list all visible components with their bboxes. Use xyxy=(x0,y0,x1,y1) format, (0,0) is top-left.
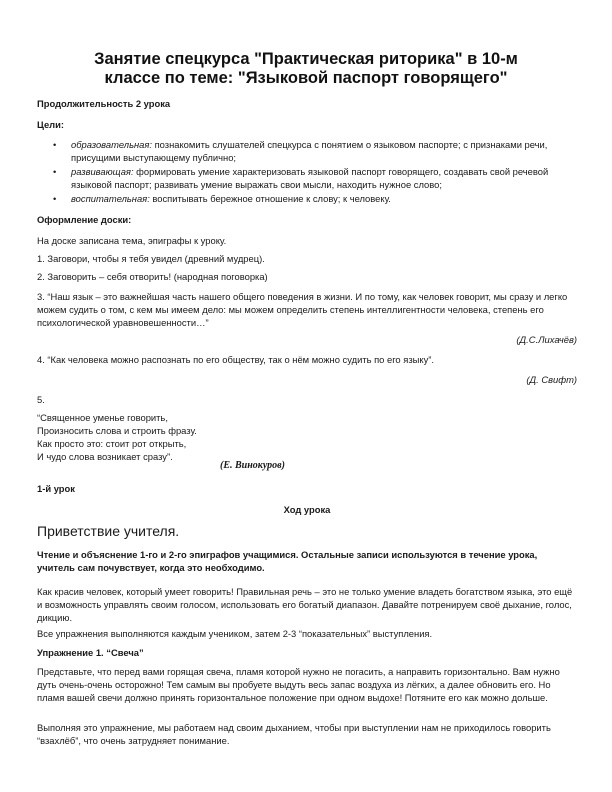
epigraph-4-author: (Д. Свифт) xyxy=(526,374,577,385)
epigraph-4: 4. “Как человека можно распознать по его обществу, так о нём можно судить по его языку”. xyxy=(37,354,434,365)
goal-text: воспитывать бережное отношение к слову; к человеку. xyxy=(149,193,391,204)
epigraph-3-author: (Д.С.Лихачёв) xyxy=(516,334,577,345)
poem-line: “Священное уменье говорить, xyxy=(37,412,168,423)
poem xyxy=(37,411,577,463)
goal-text: формировать умение характеризовать языковой паспорт говорящего, создавать свой речевой языковой паспорт; развивать умение выражать свои мысли, находить нужное слово; xyxy=(71,166,549,190)
board-heading: Оформление доски: xyxy=(37,214,132,225)
poem-author: (Е. Винокуров) xyxy=(220,460,285,471)
epigraph-5-number: 5. xyxy=(37,394,45,405)
epigraph-3: 3. “Наш язык – это важнейшая часть нашего общего поведения в жизни. И по тому, как человек говорит, мы сразу и легко можем судить о том, с кем мы имеем дело: мы можем определить степень интеллигентности человека, степень его психологической уравновешенности…” xyxy=(37,291,568,328)
title-line-1: Занятие спецкурса "Практическая риторика" в 10-м xyxy=(94,50,518,68)
goal-text: познакомить слушателей спецкурса с понятием о языковом паспорте; с признаками речи, присущими выступающему публично; xyxy=(71,139,548,163)
lesson-1-heading: 1-й урок xyxy=(37,483,75,494)
page-title xyxy=(40,50,572,88)
paragraph-all-exercises: Все упражнения выполняются каждым учеником, затем 2-3 “показательных” выступления. xyxy=(37,628,433,639)
duration: Продолжительность 2 урока xyxy=(37,98,171,109)
exercise-1-text: Представьте, что перед вами горящая свеча, пламя которой нужно не погасить, а направить горизонтально. Вам нужно дуть очень-очень осторожно! Тем самым вы пробуете выдуть весь запас воздуха из лёгких, а далее обновить его. Но пламя вашей свечи должно принять горизонтальное положение при одном выдохе! Потяните его как можно дольше. xyxy=(37,666,560,703)
goal-item xyxy=(37,138,577,164)
poem-line: Произносить слова и строить фразу. xyxy=(37,425,197,436)
paragraph-beauty: Как красив человек, который умеет говорить! Правильная речь – это не только умение владеть богатством языка, это ещё и возможность управлять своим голосом, использовать его богатый диапазон. Давайте потренируем своё дыхание, голос, дикцию. xyxy=(37,586,573,623)
board-intro: На доске записана тема, эпиграфы к уроку. xyxy=(37,235,227,246)
goal-label: образовательная: xyxy=(71,139,152,150)
epigraph-1: 1. Заговори, чтобы я тебя увидел (древний мудрец). xyxy=(37,253,265,264)
greeting-heading: Приветствие учителя. xyxy=(37,523,180,539)
goal-label: воспитательная: xyxy=(71,193,150,204)
exercise-1-text-2: Выполняя это упражнение, мы работаем над своим дыханием, чтобы при выступлении нам не приходилось говорить “взахлёб”, что очень затрудняет понимание. xyxy=(37,722,551,746)
title-line-2: классе по теме: "Языковой паспорт говорящего" xyxy=(104,69,508,87)
goals-list xyxy=(37,138,577,206)
exercise-1-heading: Упражнение 1. “Свеча” xyxy=(37,647,144,658)
epigraph-2: 2. Заговорить – себя отворить! (народная поговорка) xyxy=(37,271,268,282)
poem-line: Как просто это: стоит рот открыть, xyxy=(37,438,187,449)
lesson-course-heading: Ход урока xyxy=(283,504,331,515)
reading-note: Чтение и объяснение 1-го и 2-го эпиграфов учащимися. Остальные записи используются в течение урока, учитель сам почувствует, когда это необходимо. xyxy=(37,549,538,573)
poem-line: И чудо слова возникает сразу”. xyxy=(37,451,173,462)
goal-label: развивающая: xyxy=(71,166,134,177)
goals-heading: Цели: xyxy=(37,119,65,130)
goal-item xyxy=(37,165,577,191)
goal-item xyxy=(37,192,577,205)
